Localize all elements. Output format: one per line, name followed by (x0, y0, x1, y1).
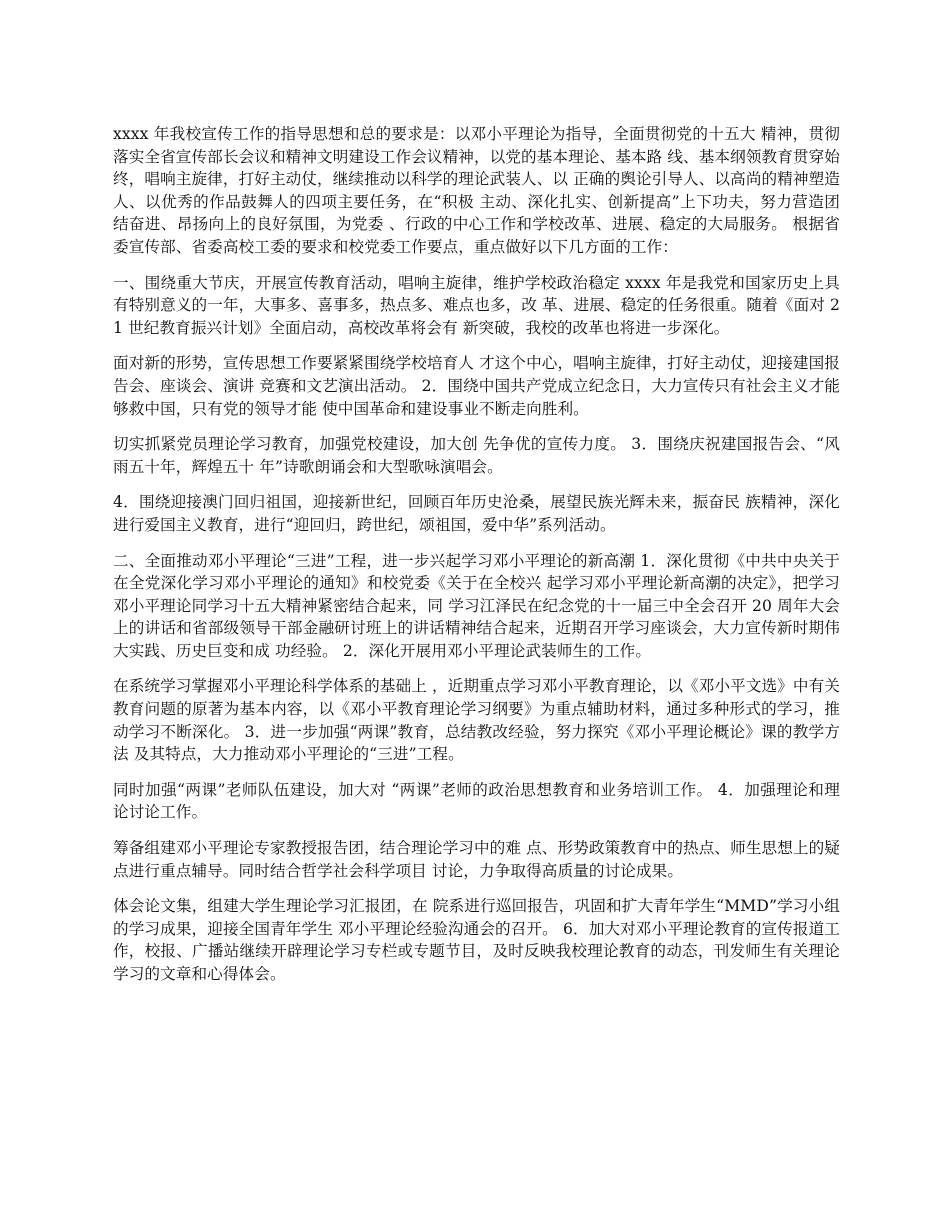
paragraph-section-two: 二、全面推动邓小平理论“三进”工程，进一步兴起学习邓小平理论的新高潮 1．深化贯彻《中共中央关于在全党深化学习邓小平理论的通知》和校党委《关于在全校兴 起学习邓小平理论新高潮的决定》，把学习邓小平理论同学习十五大精神紧密结合起来，同 学习江泽民在纪念党的十一届三中全会召开 20 周年大会上的讲话和省部级领导干部金融研讨班上的讲话精神结合起来，近期召开学习座谈会，大力宣传新时期伟大实践、历史巨变和成 功经验。 2．深化开展用邓小平理论武装师生的工作。 (113, 551, 840, 660)
paragraph-teacher-team: 同时加强“两课”老师队伍建设，加大对 “两课”老师的政治思想教育和业务培训工作。 4．加强理论和理论讨论工作。 (113, 780, 840, 822)
paragraph-systematic-study: 在系统学习掌握邓小平理论科学体系的基础上 ，近期重点学习邓小平教育理论，以《邓小平文选》中有关教育问题的原著为基本内容，以《邓小平教育理论学习纲要》为重点辅助材料，通过多种形式的学习，推动学习不断深化。 3．进一步加强“两课”教育，总结教改经验，努力探究《邓小平理论概论》课的教学方法 及其特点，大力推动邓小平理论的“三进”工程。 (113, 677, 840, 764)
paragraph-section-one: 一、围绕重大节庆，开展宣传教育活动，唱响主旋律，维护学校政治稳定 xxxx 年是我党和国家历史上具有特别意义的一年，大事多、喜事多，热点多、难点也多，改 革、进展、稳定的任务很重。随着《面对 21 世纪教育振兴计划》全面启动，高校改革将会有 新突破，我校的改革也将进一步深化。 (113, 273, 840, 337)
paragraph-macau-return: 4．围绕迎接澳门回归祖国，迎接新世纪，回顾百年历史沧桑，展望民族光辉未来，振奋民 族精神，深化进行爱国主义教育，进行“迎回归，跨世纪，颂祖国，爱中华”系列活动。 (113, 493, 840, 534)
paragraph-essay-collection: 体会论文集，组建大学生理论学习汇报团，在 院系进行巡回报告，巩固和扩大青年学生“MMD”学习小组的学习成果，迎接全国青年学生 邓小平理论经验沟通会的召开。 6．加大对邓小平理论教育的宣传报道工作，校报、广播站继续开辟理论学习专栏或专题节目，及时反映我校理论教育的动态，刊发师生有关理论学习的文章和心得体会。 (113, 897, 840, 983)
paragraph-new-situation: 面对新的形势，宣传思想工作要紧紧围绕学校培育人 才这个中心，唱响主旋律，打好主动仗，迎接建国报告会、座谈会、演讲 竞赛和文艺演出活动。 2．围绕中国共产党成立纪念日，大力宣传只有社会主义才能够救中国，只有党的领导才能 使中国革命和建设事业不断走向胜利。 (113, 354, 840, 418)
paragraph-expert-group: 筹备组建邓小平理论专家教授报告团，结合理论学习中的难 点、形势政策教育中的热点、师生思想上的疑点进行重点辅导。同时结合哲学社会科学项目 讨论，力争取得高质量的讨论成果。 (113, 839, 840, 880)
paragraph-guiding-thought: xxxx 年我校宣传工作的指导思想和总的要求是：以邓小平理论为指导，全面贯彻党的十五大 精神，贯彻落实全省宣传部长会议和精神文明建设工作会议精神，以党的基本理论、基本路 线、基本纲领教育贯穿始终，唱响主旋律，打好主动仗，继续推动以科学的理论武装人、以 正确的舆论引导人、以高尚的精神塑造人、以优秀的作品鼓舞人的四项主要任务，在“积极 主动、深化扎实、创新提高”上下功夫，努力营造团结奋进、昂扬向上的良好氛围，为党委 、行政的中心工作和学校改革、进展、稳定的大局服务。 根据省委宣传部、省委高校工委的要求和校党委工作要点，重点做好以下几方面的工作： (113, 125, 840, 256)
paragraph-party-education: 切实抓紧党员理论学习教育，加强党校建设，加大创 先争优的宣传力度。 3．围绕庆祝建国报告会、“风雨五十年，辉煌五十 年”诗歌朗诵会和大型歌咏演唱会。 (113, 435, 840, 476)
document-body (113, 123, 840, 999)
